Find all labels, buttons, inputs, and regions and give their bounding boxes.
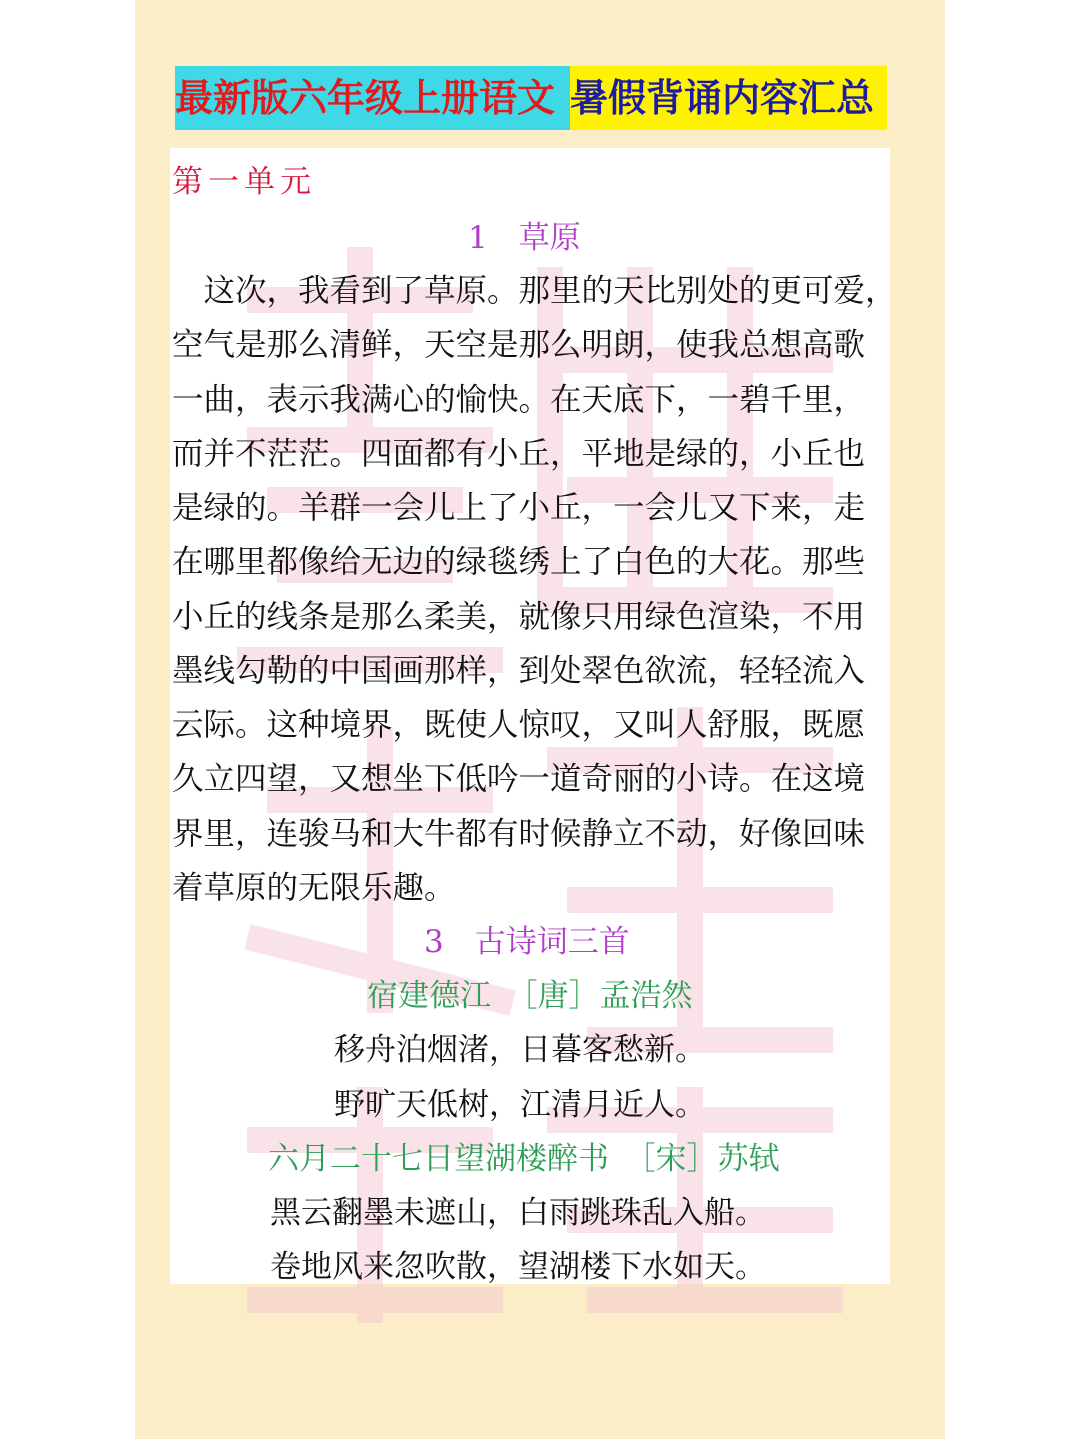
text-line: 墨线勾勒的中国画那样，到处翠色欲流，轻轻流入 (172, 653, 866, 689)
text-line: 久立四望，又想坐下低吟一道奇丽的小诗。在这境 (172, 761, 866, 797)
lesson-3-title: 3 古诗词三首 (424, 924, 630, 960)
text-line: 而并不茫茫。四面都有小丘，平地是绿的，小丘也 (172, 436, 866, 472)
text-line: 界里，连骏马和大牛都有时候静立不动，好像回味 (172, 816, 866, 852)
poem-2-line: 黑云翻墨未遮山，白雨跳珠乱入船。 (270, 1195, 766, 1231)
text-line: 空气是那么清鲜，天空是那么明朗，使我总想高歌 (172, 327, 866, 363)
text-line: 在哪里都像给无边的绿毯绣上了白色的大花。那些 (172, 544, 866, 580)
text-line: 一曲，表示我满心的愉快。在天底下，一碧千里， (172, 382, 866, 418)
text-line: 着草原的无限乐趣。 (172, 870, 456, 906)
poem-1-line: 移舟泊烟渚，日暮客愁新。 (334, 1032, 706, 1068)
page-title (175, 66, 887, 130)
poem-1-line: 野旷天低树，江清月近人。 (334, 1087, 706, 1123)
unit-heading: 第一单元 (172, 164, 316, 200)
poem-1-title: 宿建德江 ［唐］孟浩然 (367, 978, 693, 1014)
text-line: 云际。这种境界，既使人惊叹，又叫人舒服，既愿 (172, 707, 866, 743)
text-line: 小丘的线条是那么柔美，就像只用绿色渲染，不用 (172, 599, 866, 635)
title-part-2: 暑假背诵内容汇总 (570, 66, 887, 130)
text-line: 是绿的。羊群一会儿上了小丘，一会儿又下来，走 (172, 490, 866, 526)
text-line: 这次，我看到了草原。那里的天比别处的更可爱， (172, 273, 897, 309)
poem-2-line: 卷地风来忽吹散，望湖楼下水如天。 (270, 1249, 766, 1285)
poem-2-title: 六月二十七日望湖楼醉书 ［宋］苏轼 (268, 1141, 780, 1177)
lesson-1-title: 1 草原 (468, 220, 581, 256)
title-part-1: 最新版六年级上册语文 (175, 66, 570, 130)
